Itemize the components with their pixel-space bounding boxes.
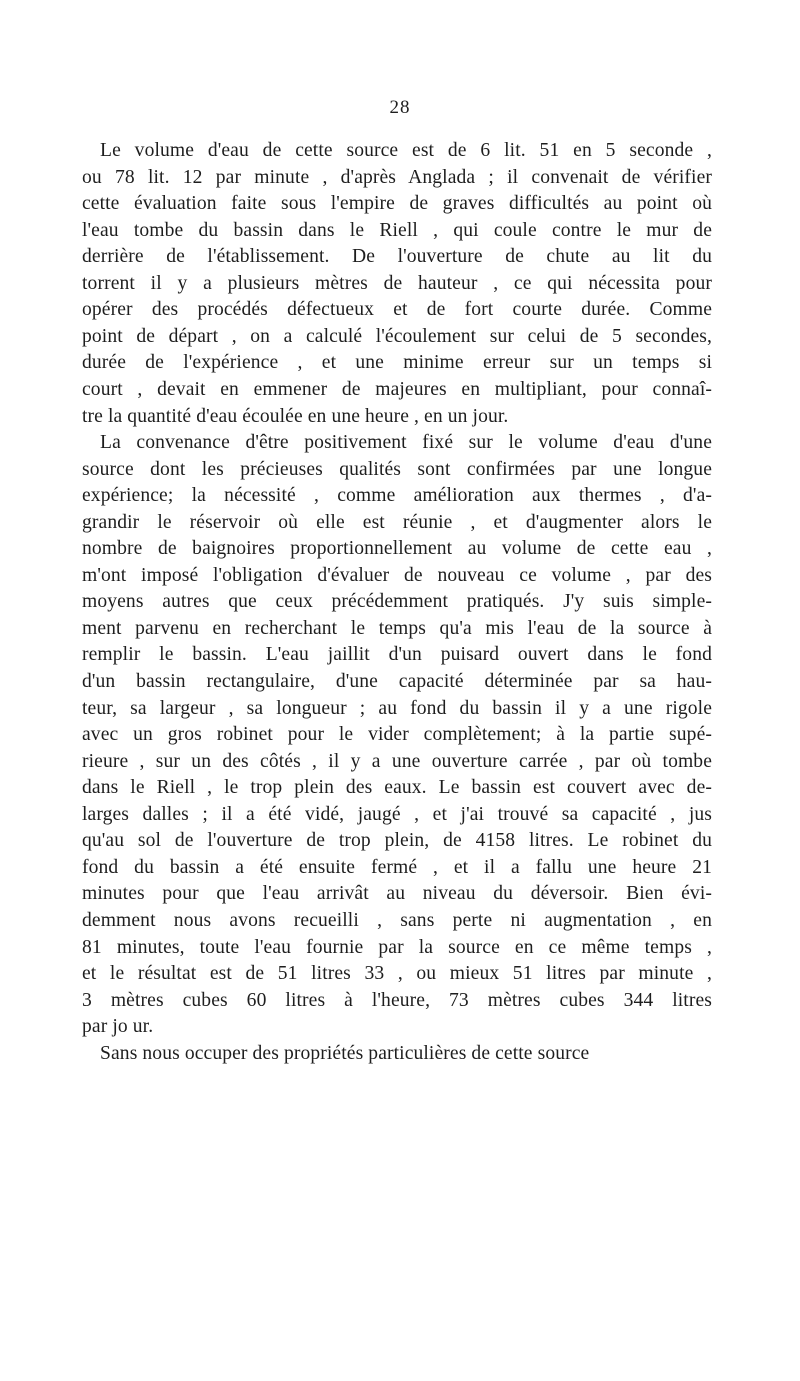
text-line: point de départ , on a calculé l'écoulement sur celui de 5 secondes, xyxy=(82,325,712,347)
text-line: ou 78 lit. 12 par minute , d'après Anglada ; il convenait de vérifier xyxy=(82,166,712,188)
text-line: remplir le bassin. L'eau jaillit d'un puisard ouvert dans le fond xyxy=(82,644,712,666)
text-line: fond du bassin a été ensuite fermé , et il a fallu une heure 21 xyxy=(82,856,712,878)
text-line: m'ont imposé l'obligation d'évaluer de nouveau ce volume , par des xyxy=(82,564,712,586)
text-line: moyens autres que ceux précédemment pratiqués. J'y suis simple- xyxy=(82,591,712,613)
text-line: ment parvenu en recherchant le temps qu'a mis l'eau de la source à xyxy=(82,617,712,639)
text-line: tre la quantité d'eau écoulée en une heure , en un jour. xyxy=(82,405,509,427)
text-line: opérer des procédés défectueux et de fort courte durée. Comme xyxy=(82,299,712,321)
text-line: avec un gros robinet pour le vider complètement; à la partie supé- xyxy=(82,724,712,746)
text-line: demment nous avons recueilli , sans perte ni augmentation , en xyxy=(82,909,712,931)
text-line: court , devait en emmener de majeures en multipliant, pour connaî- xyxy=(82,378,712,400)
text-line: et le résultat est de 51 litres 33 , ou mieux 51 litres par minute , xyxy=(82,963,712,985)
text-line: derrière de l'établissement. De l'ouverture de chute au lit du xyxy=(82,246,712,268)
text-line: 3 mètres cubes 60 litres à l'heure, 73 mètres cubes 344 litres xyxy=(82,989,712,1011)
text-line: par jo ur. xyxy=(82,1016,154,1038)
text-line: Le volume d'eau de cette source est de 6 lit. 51 en 5 seconde , xyxy=(100,140,712,161)
text-line: d'un bassin rectangulaire, d'une capacité déterminée par sa hau- xyxy=(82,671,712,692)
text-line: dans le Riell , le trop plein des eaux. Le bassin est couvert avec de- xyxy=(82,777,712,799)
text-line: La convenance d'être positivement fixé sur le volume d'eau d'une xyxy=(100,432,712,454)
text-line: nombre de baignoires proportionnellement au volume de cette eau , xyxy=(82,538,712,560)
text-line: torrent il y a plusieurs mètres de hauteur , ce qui nécessita pour xyxy=(82,272,712,294)
page-number: 28 xyxy=(389,97,411,118)
text-line: 81 minutes, toute l'eau fournie par la source en ce même temps , xyxy=(82,936,712,958)
text-line: qu'au sol de l'ouverture de trop plein, de 4158 litres. Le robinet du xyxy=(82,830,712,852)
text-line: grandir le réservoir où elle est réunie , et d'augmenter alors le xyxy=(82,511,712,533)
text-line: expérience; la nécessité , comme amélioration aux thermes , d'a- xyxy=(82,485,712,507)
text-line: teur, sa largeur , sa longueur ; au fond du bassin il y a une rigole xyxy=(82,697,712,719)
text-line: larges dalles ; il a été vidé, jaugé , et j'ai trouvé sa capacité , jus xyxy=(82,803,712,825)
text-line: l'eau tombe du bassin dans le Riell , qui coule contre le mur de xyxy=(82,219,712,241)
text-line: cette évaluation faite sous l'empire de graves difficultés au point où xyxy=(82,193,712,215)
text-line: Sans nous occuper des propriétés particulières de cette source xyxy=(100,1042,590,1064)
text-line: rieure , sur un des côtés , il y a une ouverture carrée , par où tombe xyxy=(82,750,712,772)
text-line: durée de l'expérience , et une minime erreur sur un temps si xyxy=(82,352,712,374)
text-line: minutes pour que l'eau arrivât au niveau du déversoir. Bien évi- xyxy=(82,883,712,905)
text-line: source dont les précieuses qualités sont confirmées par une longue xyxy=(82,458,712,480)
